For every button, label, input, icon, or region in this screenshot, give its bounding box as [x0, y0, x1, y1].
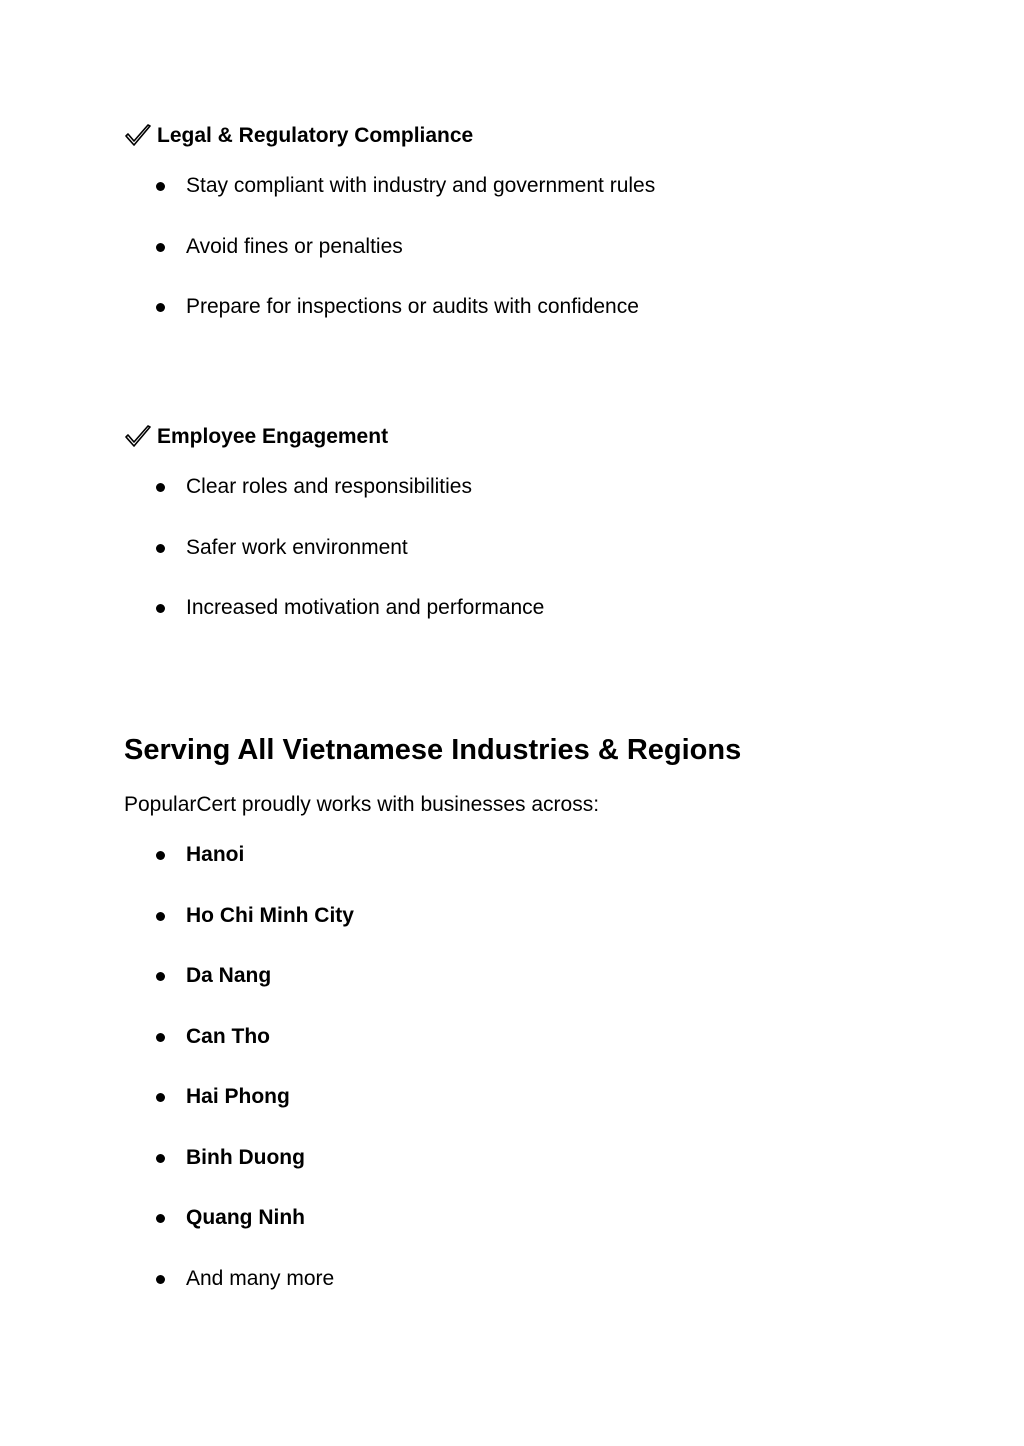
list-item-text: Stay compliant with industry and government rules: [186, 174, 656, 197]
list-item-region: [124, 901, 354, 962]
region-name: Can Tho: [186, 1024, 270, 1048]
more-text: And many more: [186, 1266, 335, 1290]
bullet-icon: [156, 483, 165, 492]
list-item: [124, 232, 655, 293]
list-item-text: Safer work environment: [186, 535, 408, 559]
bullet-icon: [156, 1154, 165, 1163]
list-item-region: [124, 1082, 354, 1143]
bullet-icon: [156, 303, 165, 312]
legal-compliance-list: [124, 171, 655, 353]
bullet-icon: [156, 851, 165, 860]
check-mark-icon: [124, 424, 152, 450]
section-heading-text: Employee Engagement: [157, 425, 389, 448]
bullet-icon: [156, 182, 165, 191]
region-name: Ho Chi Minh City: [186, 903, 354, 927]
intro-paragraph: PopularCert proudly works with businesses across:: [124, 793, 600, 816]
list-item: [124, 533, 544, 594]
region-name: Quang Ninh: [186, 1206, 305, 1229]
list-item-text: Clear roles and responsibilities: [186, 475, 472, 498]
list-item-text: Prepare for inspections or audits with confidence: [186, 295, 639, 318]
bullet-icon: [156, 1214, 165, 1223]
list-item-region: [124, 840, 354, 901]
employee-engagement-list: [124, 472, 544, 654]
section-heading-employee-engagement: [124, 422, 388, 452]
bullet-icon: [156, 912, 165, 921]
region-name: Hai Phong: [186, 1085, 290, 1108]
regions-list: [124, 840, 354, 1324]
bullet-icon: [156, 604, 165, 613]
bullet-icon: [156, 1093, 165, 1102]
bullet-icon: [156, 243, 165, 252]
bullet-icon: [156, 1033, 165, 1042]
check-mark-icon: [124, 123, 152, 149]
list-item: [124, 472, 544, 533]
page-title: Serving All Vietnamese Industries & Regions: [124, 734, 742, 766]
list-item-region: [124, 1203, 354, 1264]
list-item-text: Avoid fines or penalties: [186, 234, 403, 258]
region-name: Binh Duong: [186, 1145, 305, 1169]
section-heading-text: Legal & Regulatory Compliance: [157, 124, 474, 147]
list-item-text: Increased motivation and performance: [186, 596, 545, 619]
list-item: [124, 171, 655, 232]
list-item: [124, 593, 544, 654]
list-item-region: [124, 961, 354, 1022]
list-item: [124, 292, 655, 353]
bullet-icon: [156, 972, 165, 981]
region-name: Da Nang: [186, 964, 272, 987]
list-item-more: [124, 1264, 354, 1325]
bullet-icon: [156, 1275, 165, 1284]
list-item-region: [124, 1143, 354, 1204]
list-item-region: [124, 1022, 354, 1083]
bullet-icon: [156, 544, 165, 553]
region-name: Hanoi: [186, 843, 245, 866]
section-heading-legal-compliance: [124, 121, 473, 151]
